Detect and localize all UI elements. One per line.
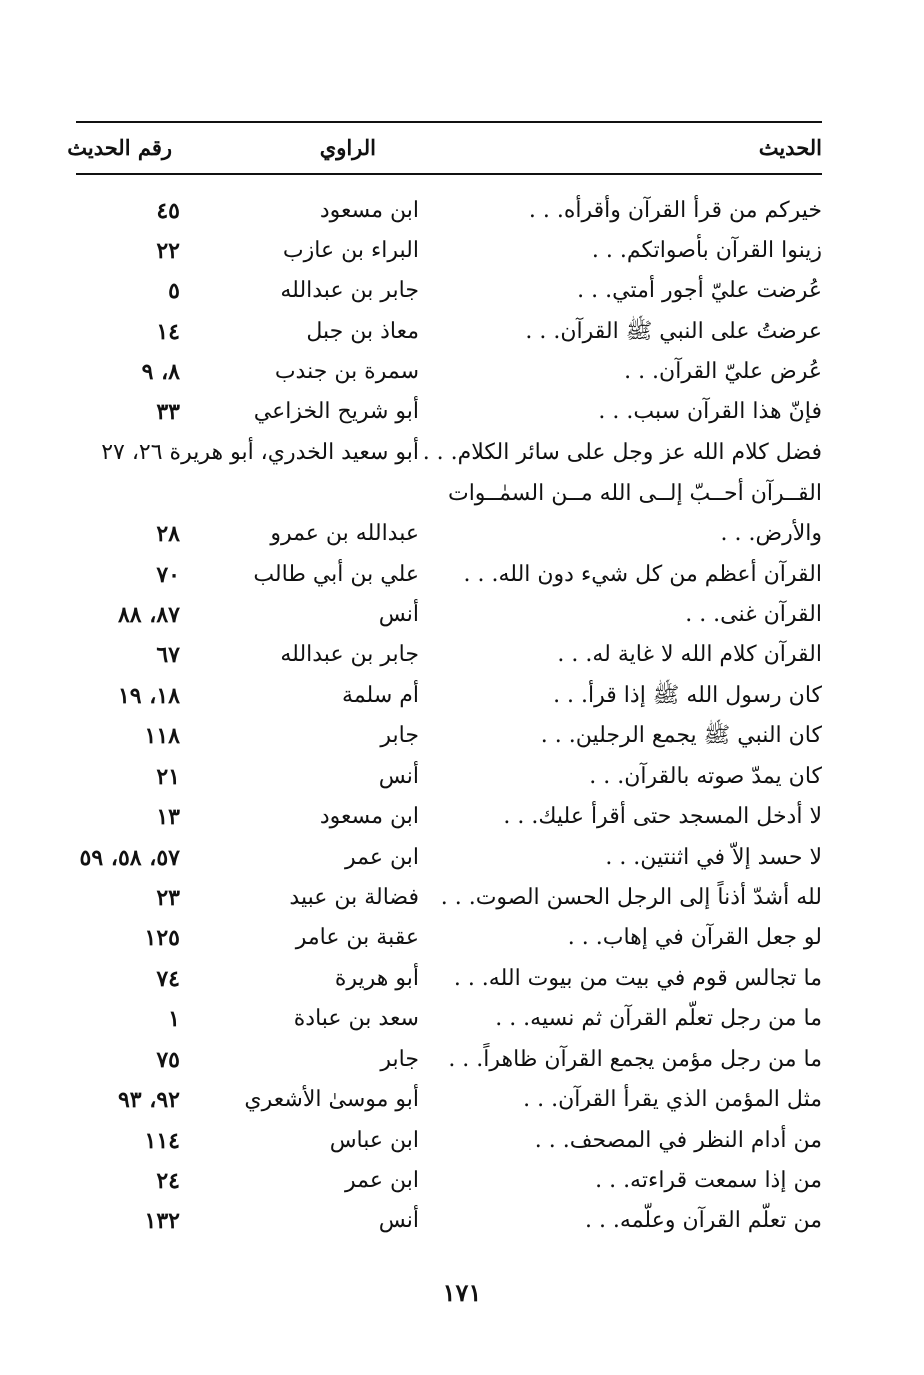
hadith-number: ١٤ xyxy=(156,319,180,345)
hadith-text: زينوا القرآن بأصواتكم. . . xyxy=(591,238,822,263)
hadith-text: والأرض. . . xyxy=(720,521,822,546)
hadith-text: القرآن أعظم من كل شيء دون الله. . . xyxy=(463,562,822,587)
column-header-narrator: الراوي xyxy=(319,135,376,160)
hadith-text: من إذا سمعت قراءته. . . xyxy=(595,1168,822,1193)
narrator-text: أنس xyxy=(378,602,419,627)
hadith-text: لو جعل القرآن في إهاب. . . xyxy=(567,925,822,950)
narrator-text: جابر xyxy=(380,723,419,748)
column-header-hadith: الحديث xyxy=(758,135,822,160)
hadith-text: فإنّ هذا القرآن سبب. . . xyxy=(598,399,822,424)
narrator-text: أبو شريح الخزاعي xyxy=(253,399,419,424)
hadith-number: ٧٠ xyxy=(156,562,180,588)
narrator-text: ابن مسعود xyxy=(319,198,419,223)
narrator-text: ابن عمر xyxy=(345,1168,419,1193)
hadith-number: ١٨، ١٩ xyxy=(117,683,180,709)
hadith-number: ٣٣ xyxy=(156,399,180,425)
hadith-text: عرضتُ على النبي ﷺ القرآن. . . xyxy=(525,319,822,344)
narrator-text: أم سلمة xyxy=(342,683,419,708)
hadith-number: ٧٥ xyxy=(156,1047,180,1073)
hadith-text: ما من رجل تعلّم القرآن ثم نسيه. . . xyxy=(495,1006,822,1031)
hadith-number: ٢١ xyxy=(156,764,180,790)
hadith-text: من تعلّم القرآن وعلّمه. . . xyxy=(584,1208,822,1233)
hadith-number: ١٣٢ xyxy=(144,1208,180,1234)
narrator-text: ابن عباس xyxy=(329,1128,419,1153)
hadith-number: ١٣ xyxy=(156,804,180,830)
hadith-number: ١١٤ xyxy=(144,1128,180,1154)
narrator-text: أبو هريرة xyxy=(334,966,419,991)
hadith-number: ٦٧ xyxy=(156,642,180,668)
hadith-number: ١ xyxy=(168,1006,180,1032)
narrator-text: أنس xyxy=(378,1208,419,1233)
narrator-text: أبو سعيد الخدري، أبو هريرة ٢٦، ٢٧ xyxy=(101,440,419,465)
narrator-text: علي بن أبي طالب xyxy=(253,562,419,587)
hadith-text: كان النبي ﷺ يجمع الرجلين. . . xyxy=(540,723,822,748)
hadith-text: فضل كلام الله عز وجل على سائر الكلام. . . xyxy=(422,440,822,465)
narrator-text: سعد بن عبادة xyxy=(293,1006,419,1031)
hadith-number: ٢٣ xyxy=(156,885,180,911)
narrator-text: فضالة بن عبيد xyxy=(289,885,419,910)
hadith-text: لا أدخل المسجد حتى أقرأ عليك. . . xyxy=(503,804,822,829)
hadith-text: عُرضت عليّ أجور أمتي. . . xyxy=(577,278,822,303)
hadith-text: لا حسد إلاّ في اثنتين. . . xyxy=(605,845,822,870)
hadith-text: القرآن كلام الله لا غاية له. . . xyxy=(557,642,822,667)
top-rule xyxy=(76,121,822,123)
header-rule xyxy=(76,173,822,175)
hadith-number: ٥ xyxy=(168,278,180,304)
narrator-text: ابن مسعود xyxy=(319,804,419,829)
hadith-number: ١٢٥ xyxy=(144,925,180,951)
narrator-text: جابر xyxy=(380,1047,419,1072)
narrator-text: البراء بن عازب xyxy=(282,238,419,263)
hadith-number: ٢٤ xyxy=(156,1168,180,1194)
hadith-text: القــرآن أحــبّ إلــى الله مــن السمٰــوات xyxy=(447,481,822,506)
narrator-text: سمرة بن جندب xyxy=(274,359,419,384)
hadith-text: ما تجالس قوم في بيت من بيوت الله. . . xyxy=(453,966,822,991)
narrator-text: جابر بن عبدالله xyxy=(280,278,419,303)
narrator-text: جابر بن عبدالله xyxy=(280,642,419,667)
hadith-number: ٨٧، ٨٨ xyxy=(117,602,180,628)
hadith-text: من أدام النظر في المصحف. . . xyxy=(534,1128,822,1153)
hadith-number: ٤٥ xyxy=(156,198,180,224)
hadith-text: عُرض عليّ القرآن. . . xyxy=(624,359,822,384)
narrator-text: عقبة بن عامر xyxy=(295,925,419,950)
narrator-text: أبو موسىٰ الأشعري xyxy=(244,1087,419,1112)
hadith-text: لله أشدّ أذناً إلى الرجل الحسن الصوت. . . xyxy=(440,885,822,910)
hadith-number: ١١٨ xyxy=(144,723,180,749)
hadith-number: ٩٢، ٩٣ xyxy=(117,1087,180,1113)
hadith-text: مثل المؤمن الذي يقرأ القرآن. . . xyxy=(523,1087,822,1112)
narrator-text: عبدالله بن عمرو xyxy=(270,521,419,546)
hadith-text: خيركم من قرأ القرآن وأقرأه. . . xyxy=(528,198,822,223)
page-number: ١٧١ xyxy=(442,1278,482,1307)
hadith-number: ٨، ٩ xyxy=(141,359,180,385)
hadith-text: كان رسول الله ﷺ إذا قرأ. . . xyxy=(553,683,822,708)
narrator-text: ابن عمر xyxy=(345,845,419,870)
hadith-text: كان يمدّ صوته بالقرآن. . . xyxy=(589,764,822,789)
hadith-text: القرآن غنى. . . xyxy=(685,602,822,627)
hadith-number: ٢٨ xyxy=(156,521,180,547)
column-header-number: رقم الحديث xyxy=(67,135,172,160)
narrator-text: أنس xyxy=(378,764,419,789)
narrator-text: معاذ بن جبل xyxy=(306,319,419,344)
hadith-number: ٧٤ xyxy=(156,966,180,992)
hadith-text: ما من رجل مؤمن يجمع القرآن ظاهراً. . . xyxy=(448,1047,822,1072)
hadith-number: ٢٢ xyxy=(156,238,180,264)
hadith-number: ٥٧، ٥٨، ٥٩ xyxy=(79,845,180,871)
